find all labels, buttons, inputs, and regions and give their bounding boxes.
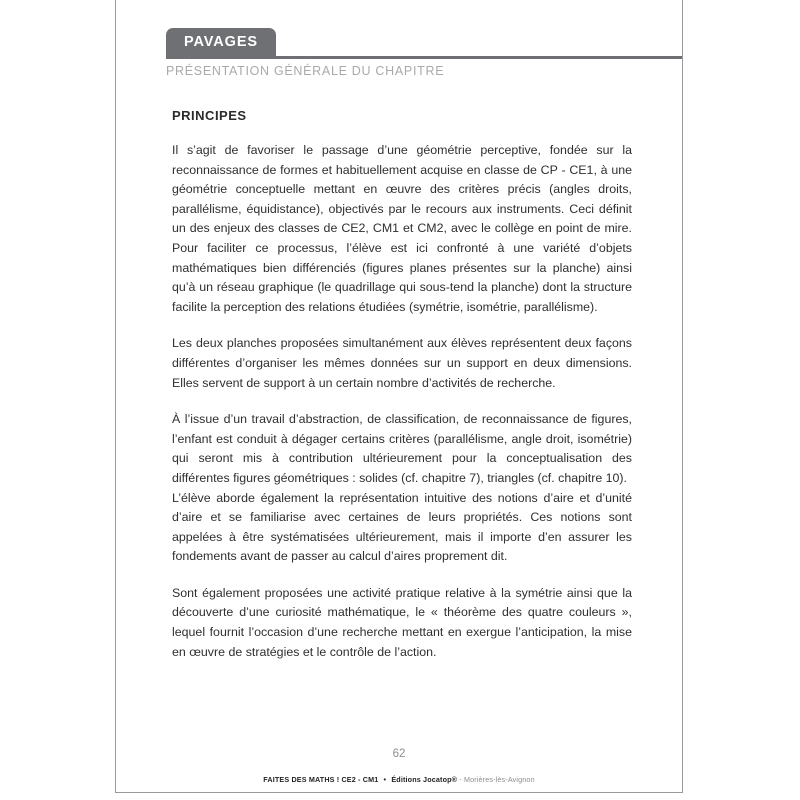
document-page — [115, 0, 683, 793]
chapter-header — [116, 28, 682, 60]
chapter-subtitle: PRÉSENTATION GÉNÉRALE DU CHAPITRE — [166, 64, 445, 78]
body-paragraph: À l’issue d’un travail d’abstraction, de classification, de reconnaissance de figures, l’enfant est conduit à dégager certains critères (parallélisme, angle droit, isométrie) qui seront mis à contribution ultérieurement pour la conceptualisation des différentes figures géométriques : solides (cf. chapitre 7), triangles (cf. chapitre 10). — [172, 412, 632, 485]
chapter-rule-divider — [166, 56, 682, 59]
body-paragraph: L’élève aborde également la représentation intuitive des notions d’aire et d’unité d’aire et se familiarise avec certaines de leurs propriétés. Ces notions sont appelées à être systématisées ultérieurement, mais il importe d’en assurer les fondements avant de passer au calcul d’aires proprement dit. — [172, 490, 632, 564]
body-paragraph: Les deux planches proposées simultanément aux élèves représentent deux façons différentes d’organiser les mêmes données sur un support en deux dimensions. Elles servent de support à un certain nombre d’activités de recherche. — [172, 336, 632, 390]
footer-publisher: Éditions Jocatop® — [391, 775, 458, 784]
footer-title: FAITES DES MATHS ! — [263, 775, 340, 784]
footer-location: - Morières-lès-Avignon — [459, 775, 535, 784]
footer-bullet-separator: • — [383, 775, 387, 784]
chapter-tab-label: PAVAGES — [184, 33, 258, 50]
body-paragraph: Il s’agit de favoriser le passage d’une géométrie perceptive, fondée sur la reconnaissance de formes et habituellement acquise en classe de CP - CE1, à une géométrie conceptuelle mettant en œuvre des critères précis (angles droits, parallélisme, équidistance), objectivés par le recours aux instruments. Ceci définit un des enjeux des classes de CE2, CM1 et CM2, avec le collège en point de mire. Pour faciliter ce processus, l’élève est ici confronté à une variété d’objets mathématiques bien différenciés (figures planes présentes sur la planche) ainsi qu’à un réseau graphique (le quadrillage qui sous-tend la planche) dont la structure facilite la perception des relations étudiées (symétrie, isométrie, parallélisme). — [172, 143, 632, 314]
page-number: 62 — [392, 748, 406, 760]
section-title: PRINCIPES — [172, 108, 247, 123]
footer-credit-line — [116, 775, 682, 784]
body-paragraph: Sont également proposées une activité pratique relative à la symétrie ainsi que la découverte d’une curiosité mathématique, le « théorème des quatre couleurs », lequel fournit l’occasion d’une recherche mettant en exergue l’anticipation, la mise en œuvre de stratégies et le contrôle de l’action. — [172, 585, 632, 659]
page-content — [172, 108, 632, 679]
footer-levels: CE2 - CM1 — [341, 775, 379, 784]
chapter-tab — [166, 28, 276, 56]
